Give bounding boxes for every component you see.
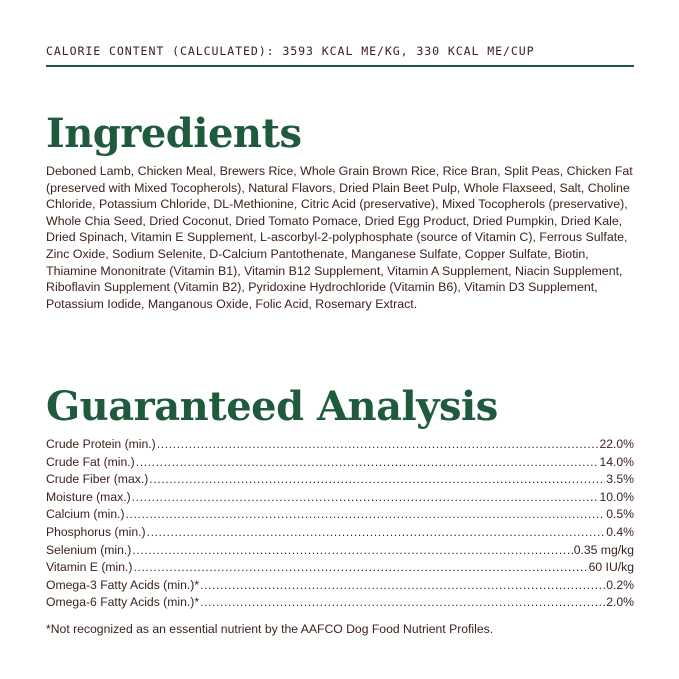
divider-rule — [46, 65, 634, 67]
analysis-row — [46, 524, 634, 542]
leader-dots — [200, 594, 605, 612]
analysis-label: Crude Fiber (max.) — [46, 472, 149, 487]
analysis-label: Selenium (min.) — [46, 542, 132, 557]
leader-dots — [126, 506, 606, 524]
ingredients-list: Deboned Lamb, Chicken Meal, Brewers Rice, Whole Grain Brown Rice, Rice Bran, Split Peas, Chicken Fat (preserved with Mixed Tocopherols), Natural Flavors, Dried Plain Beet Pulp, Whole Flaxseed, Salt, Choline Chloride, Potassium Chloride, DL-Methionine, Citric Acid (preservative), Mixed Tocopherols (preservative), Whole Chia Seed, Dried Coconut, Dried Tomato Pomace, Dried Egg Product, Dried Pumpkin, Dried Kale, Dried Spinach, Vitamin E Supplement, L-ascorbyl-2-polyphosphate (source of Vitamin C), Ferrous Sulfate, Zinc Oxide, Sodium Selenite, D-Calcium Pantothenate, Manganese Sulfate, Copper Sulfate, Biotin, Thiamine Mononitrate (Vitamin B1), Vitamin B12 Supplement, Vitamin A Supplement, Niacin Supplement, Riboflavin Supplement (Vitamin B2), Pyridoxine Hydrochloride (Vitamin B6), Vitamin D3 Supplement, Potassium Iodide, Manganous Oxide, Folic Acid, Rosemary Extract. — [46, 164, 633, 311]
guaranteed-analysis-table — [46, 436, 634, 612]
analysis-label: Moisture (max.) — [46, 489, 131, 504]
analysis-value: 0.35 mg/kg — [573, 542, 634, 557]
analysis-value: 0.4% — [606, 524, 634, 539]
analysis-label: Omega-6 Fatty Acids (min.)* — [46, 595, 200, 610]
analysis-row — [46, 454, 634, 472]
analysis-value: 0.5% — [606, 507, 634, 522]
analysis-value: 22.0% — [599, 437, 634, 451]
analysis-row — [46, 542, 634, 560]
ingredients-heading: Ingredients — [46, 110, 302, 157]
leader-dots — [133, 559, 587, 577]
leader-dots — [149, 471, 605, 489]
analysis-row — [46, 471, 634, 489]
leader-dots — [157, 436, 599, 454]
aafco-footnote: *Not recognized as an essential nutrient by the AAFCO Dog Food Nutrient Profiles. — [46, 622, 494, 636]
analysis-value: 60 IU/kg — [588, 560, 634, 575]
analysis-row — [46, 559, 634, 577]
analysis-value: 10.0% — [599, 489, 634, 504]
analysis-label: Phosphorus (min.) — [46, 524, 146, 539]
analysis-value: 0.2% — [606, 577, 634, 592]
leader-dots — [147, 524, 606, 542]
analysis-row — [46, 577, 634, 595]
leader-dots — [132, 542, 572, 560]
leader-dots — [136, 454, 599, 472]
analysis-row — [46, 489, 634, 507]
analysis-label: Crude Protein (min.) — [46, 437, 156, 451]
analysis-row — [46, 506, 634, 524]
analysis-row — [46, 594, 634, 612]
analysis-value: 2.0% — [606, 595, 634, 610]
leader-dots — [200, 577, 605, 595]
calorie-content: CALORIE CONTENT (CALCULATED): 3593 KCAL ME/KG, 330 KCAL ME/CUP — [46, 44, 535, 58]
analysis-label: Crude Fat (min.) — [46, 454, 135, 469]
analysis-label: Calcium (min.) — [46, 507, 125, 522]
analysis-value: 14.0% — [599, 454, 634, 469]
guaranteed-analysis-heading: Guaranteed Analysis — [46, 383, 498, 430]
leader-dots — [132, 489, 599, 507]
analysis-value: 3.5% — [606, 472, 634, 487]
analysis-label: Omega-3 Fatty Acids (min.)* — [46, 577, 200, 592]
analysis-label: Vitamin E (min.) — [46, 560, 133, 575]
analysis-row — [46, 436, 634, 454]
